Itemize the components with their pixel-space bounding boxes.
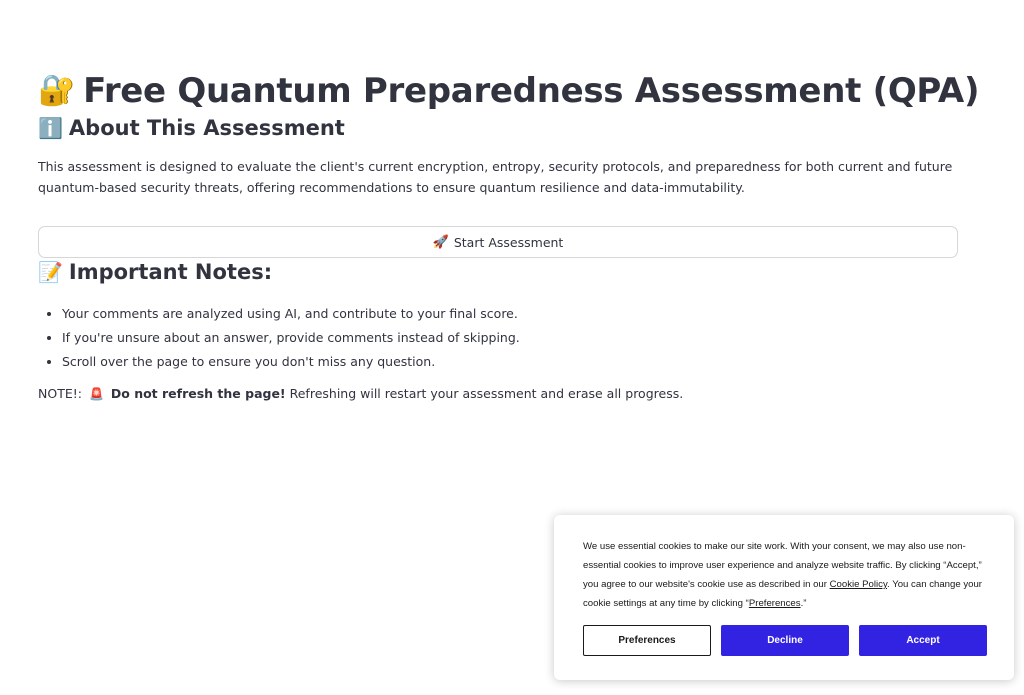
warning-rest-text: Refreshing will restart your assessment and erase all progress. (285, 386, 684, 401)
rocket-icon: 🚀 (432, 234, 449, 250)
page-title-text: Free Quantum Preparedness Assessment (QPA) (83, 71, 980, 111)
preferences-link[interactable]: Preferences (748, 598, 801, 609)
refresh-warning (38, 384, 960, 404)
cookie-consent-banner (554, 515, 1014, 680)
siren-icon: 🚨 (88, 387, 104, 401)
cookie-button-row (583, 625, 987, 656)
about-description: This assessment is designed to evaluate the client's current encryption, entropy, security protocols, and preparedness for both current and future quantum-based security threats, offering recommendations to ensure quantum resilience and data-immutability. (38, 159, 953, 195)
warning-prefix: NOTE!: (38, 386, 82, 401)
important-notes-heading (38, 258, 960, 286)
decline-button[interactable]: Decline (721, 625, 849, 656)
preferences-button[interactable]: Preferences (583, 625, 711, 656)
cookie-consent-text (583, 537, 986, 613)
about-heading-text: About This Assessment (68, 116, 345, 140)
list-item: • Your comments are analyzed using AI, and contribute to your final score. (62, 302, 960, 326)
main-content (38, 68, 980, 404)
cookie-text-part-3: .” (800, 598, 807, 609)
cookie-text-part-1: We use essential cookies to make our site work. With your consent, we may also use non-essential cookies to improve user experience and analyze website traffic. By clicking “Accept,” you agree to our website's cookie use as described in our (583, 541, 982, 590)
info-icon: ℹ️ (38, 116, 63, 140)
about-heading (38, 114, 960, 142)
memo-icon: 📝 (38, 260, 63, 284)
cookie-policy-link[interactable]: Cookie Policy (829, 579, 888, 590)
list-item: • If you're unsure about an answer, provide comments instead of skipping. (62, 326, 960, 350)
notes-list (38, 302, 960, 374)
warning-bold-text: Do not refresh the page! (110, 386, 286, 401)
list-item: • Scroll over the page to ensure you don't miss any question. (62, 350, 960, 374)
lock-with-key-icon: 🔐 (38, 73, 76, 108)
important-notes-heading-text: Important Notes: (68, 260, 273, 284)
start-assessment-label: Start Assessment (453, 234, 564, 250)
accept-button[interactable]: Accept (859, 625, 987, 656)
page-title (38, 68, 980, 114)
cookie-text-part-2: . You can change your cookie settings at any time by clicking “ (583, 579, 982, 609)
start-assessment-button[interactable] (38, 226, 958, 258)
